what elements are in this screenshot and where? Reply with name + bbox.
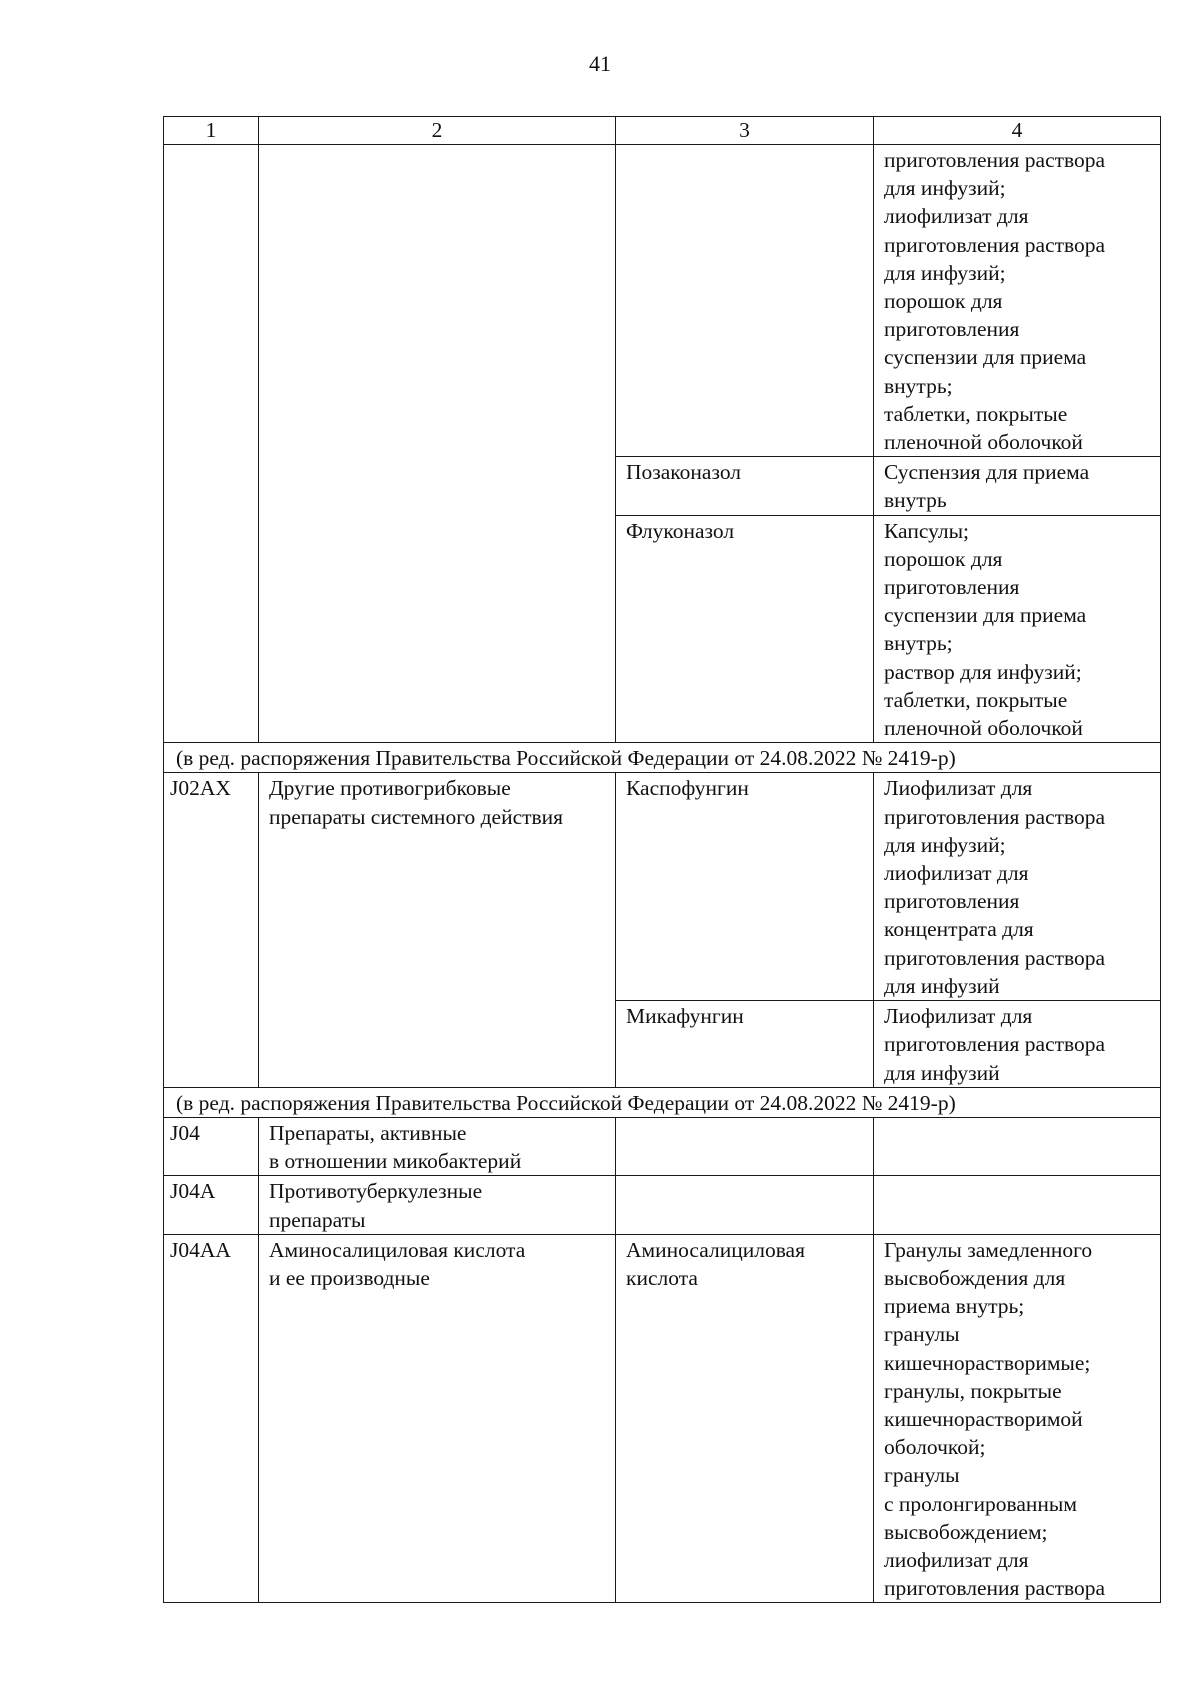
atc-code-cell: J04AA	[164, 1234, 259, 1603]
header-cell-2: 2	[259, 117, 616, 145]
dosage-forms-cell	[874, 1117, 1161, 1175]
amendment-note: (в ред. распоряжения Правительства Российской Федерации от 24.08.2022 № 2419-р)	[164, 743, 1161, 773]
page-number: 41	[589, 51, 611, 76]
drug-list-table	[163, 116, 1161, 1603]
anatomical-group-cell: Препараты, активные в отношении микобактерий	[259, 1117, 616, 1175]
dosage-forms-cell	[874, 1176, 1161, 1234]
anatomical-group-cell: Другие противогрибковые препараты системного действия	[259, 773, 616, 1087]
dosage-forms-cell: Суспензия для приема внутрь	[874, 457, 1161, 515]
dosage-forms-cell: Капсулы; порошок для приготовления суспензии для приема внутрь; раствор для инфузий; таблетки, покрытые пленочной оболочкой	[874, 515, 1161, 743]
table-row	[164, 1117, 1161, 1175]
dosage-forms-cell: Лиофилизат для приготовления раствора для инфузий; лиофилизат для приготовления концентрата для приготовления раствора для инфузий	[874, 773, 1161, 1001]
drug-name-cell: Аминосалициловая кислота	[616, 1234, 874, 1603]
header-cell-1: 1	[164, 117, 259, 145]
amendment-note-row	[164, 743, 1161, 773]
atc-code-cell: J02AX	[164, 773, 259, 1087]
drug-name-cell: Каспофунгин	[616, 773, 874, 1001]
anatomical-group-cell	[259, 145, 616, 743]
table-row	[164, 1176, 1161, 1234]
table-body	[164, 117, 1161, 1603]
drug-name-cell: Микафунгин	[616, 1001, 874, 1088]
table-header-row	[164, 117, 1161, 145]
drug-name-cell	[616, 145, 874, 457]
drug-name-cell	[616, 1117, 874, 1175]
drug-name-cell: Позаконазол	[616, 457, 874, 515]
atc-code-cell: J04	[164, 1117, 259, 1175]
table-row	[164, 1234, 1161, 1603]
drug-name-cell	[616, 1176, 874, 1234]
table-row	[164, 773, 1161, 1001]
atc-code-cell: J04A	[164, 1176, 259, 1234]
anatomical-group-cell: Противотуберкулезные препараты	[259, 1176, 616, 1234]
amendment-note-row	[164, 1087, 1161, 1117]
header-cell-3: 3	[616, 117, 874, 145]
dosage-forms-cell: приготовления раствора для инфузий; лиофилизат для приготовления раствора для инфузий; порошок для приготовления суспензии для приема внутрь; таблетки, покрытые пленочной оболочкой	[874, 145, 1161, 457]
atc-code-cell	[164, 145, 259, 743]
header-cell-4: 4	[874, 117, 1161, 145]
drug-name-cell: Флуконазол	[616, 515, 874, 743]
dosage-forms-cell: Лиофилизат для приготовления раствора для инфузий	[874, 1001, 1161, 1088]
dosage-forms-cell: Гранулы замедленного высвобождения для приема внутрь; гранулы кишечнорастворимые; гранулы, покрытые кишечнорастворимой оболочкой; гранулы с пролонгированным высвобождением; лиофилизат для приготовления раствора	[874, 1234, 1161, 1603]
amendment-note: (в ред. распоряжения Правительства Российской Федерации от 24.08.2022 № 2419-р)	[164, 1087, 1161, 1117]
table-row	[164, 145, 1161, 457]
anatomical-group-cell: Аминосалициловая кислота и ее производные	[259, 1234, 616, 1603]
